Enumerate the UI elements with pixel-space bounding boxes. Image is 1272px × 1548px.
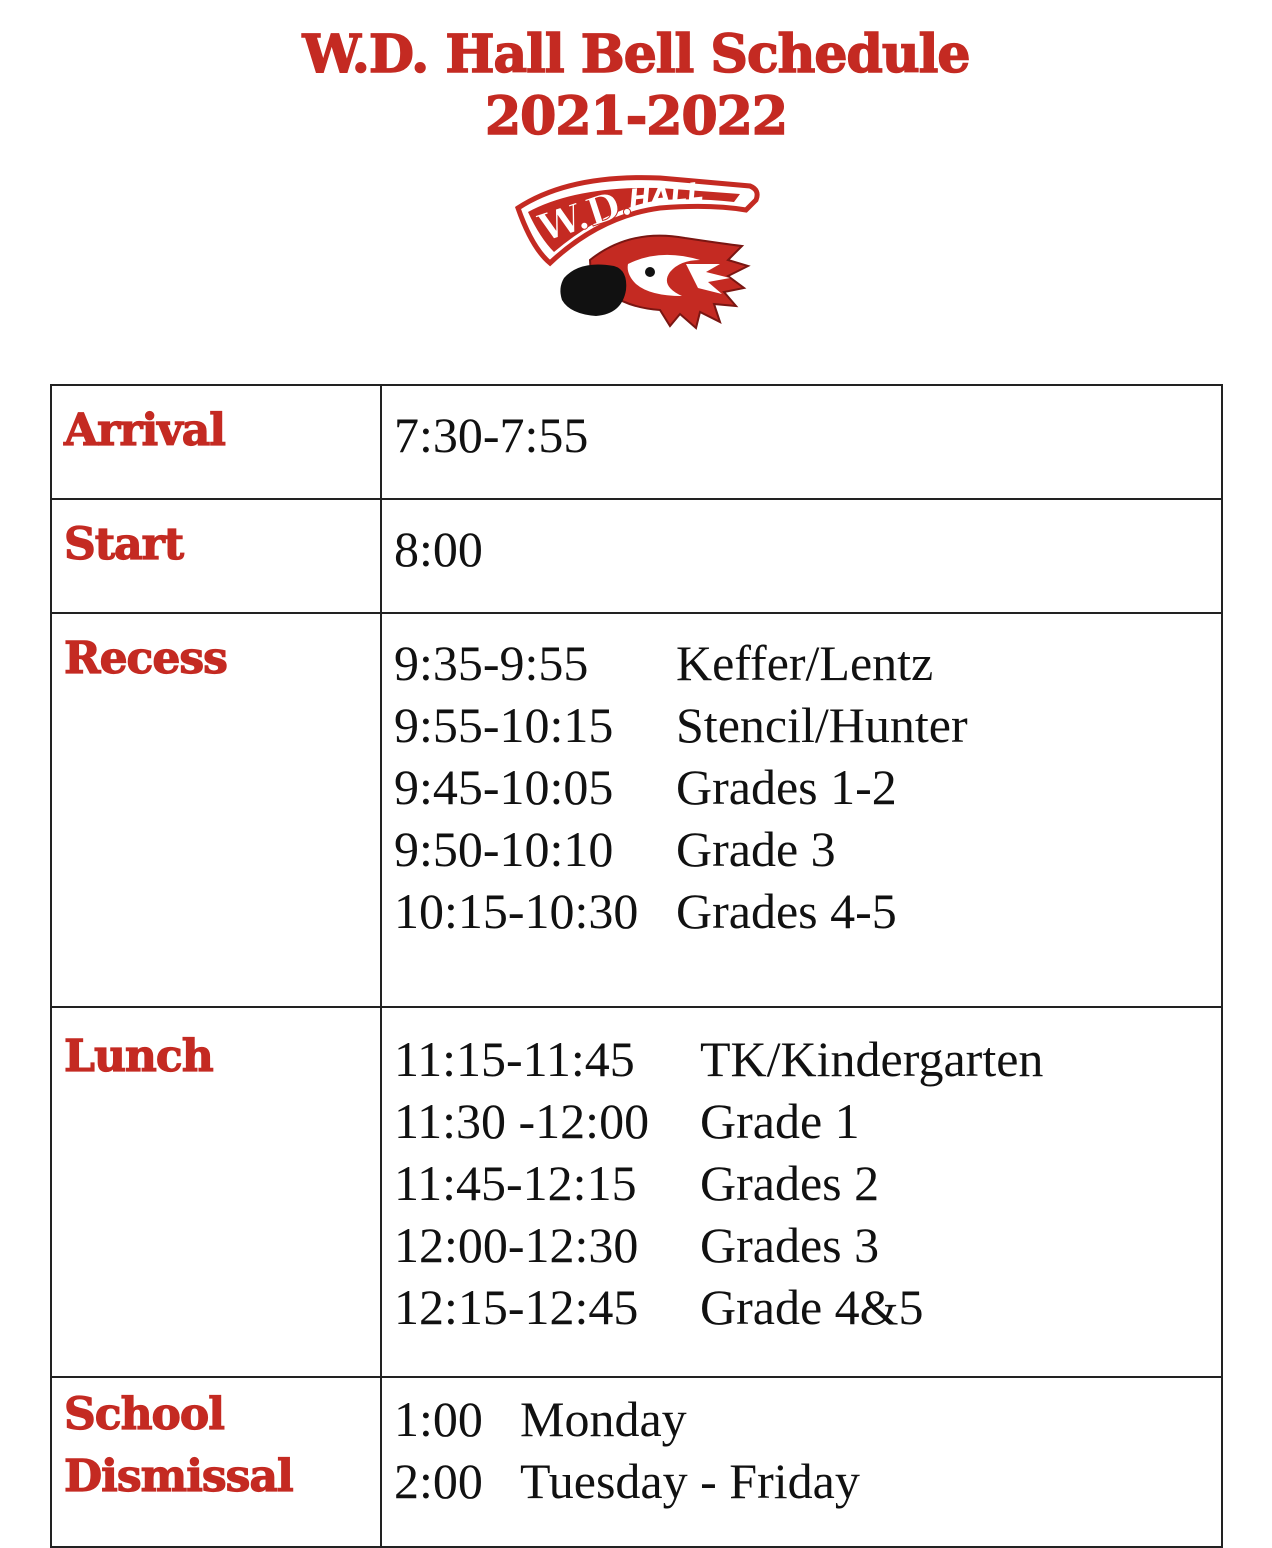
lunch-time: 11:30 -12:00: [394, 1093, 650, 1149]
lunch-value-cell: [381, 1007, 1222, 1377]
recess-group: Grade 3: [676, 821, 836, 877]
start-time: 8:00: [394, 521, 483, 577]
recess-time: 9:35-9:55: [394, 635, 589, 691]
dismissal-entry: [394, 1450, 1221, 1512]
lunch-time: 12:00-12:30: [394, 1217, 639, 1273]
bell-schedule-table: [50, 384, 1223, 1548]
arrival-value-cell: [381, 385, 1222, 499]
eagle-mascot-icon: [510, 168, 770, 338]
lunch-group: Grades 2: [700, 1155, 880, 1211]
recess-entry: [394, 694, 1221, 756]
school-logo: [510, 168, 770, 338]
dismissal-label-line1: School: [64, 1389, 224, 1440]
page-title: W.D. Hall Bell Schedule: [302, 24, 970, 85]
lunch-entry: [394, 1276, 1221, 1338]
recess-group: Keffer/Lentz: [676, 635, 934, 691]
dismissal-time: 2:00: [394, 1453, 483, 1509]
dismissal-label-line2: Dismissal: [64, 1451, 293, 1502]
start-label: Start: [64, 519, 184, 570]
lunch-entry: [394, 1214, 1221, 1276]
recess-value-cell: [381, 613, 1222, 1007]
lunch-entry: [394, 1152, 1221, 1214]
school-year: 2021-2022: [484, 86, 788, 147]
table-row: [51, 613, 1222, 1007]
recess-label: Recess: [64, 633, 227, 684]
table-row: [51, 499, 1222, 613]
lunch-entry: [394, 1090, 1221, 1152]
recess-group: Grades 1-2: [676, 759, 897, 815]
recess-entry: [394, 756, 1221, 818]
arrival-time: 7:30-7:55: [394, 407, 589, 463]
arrival-label: Arrival: [64, 405, 226, 456]
recess-entry: [394, 818, 1221, 880]
recess-time: 9:55-10:15: [394, 697, 614, 753]
arrival-label-cell: [51, 385, 381, 499]
recess-label-cell: [51, 613, 381, 1007]
lunch-label-cell: [51, 1007, 381, 1377]
table-row: [51, 1377, 1222, 1547]
dismissal-days: Monday: [520, 1391, 687, 1447]
table-row: [51, 385, 1222, 499]
recess-entry: [394, 632, 1221, 694]
dismissal-days: Tuesday - Friday: [520, 1453, 860, 1509]
lunch-entry: [394, 1028, 1221, 1090]
start-label-cell: [51, 499, 381, 613]
table-row: [51, 1007, 1222, 1377]
lunch-label: Lunch: [64, 1031, 213, 1082]
dismissal-time: 1:00: [394, 1391, 483, 1447]
svg-text:W.D.: W.D.: [532, 178, 637, 251]
lunch-time: 11:45-12:15: [394, 1155, 637, 1211]
dismissal-value-cell: [381, 1377, 1222, 1547]
recess-time: 10:15-10:30: [394, 883, 639, 939]
recess-time: 9:50-10:10: [394, 821, 614, 877]
recess-time: 9:45-10:05: [394, 759, 614, 815]
lunch-group: Grades 3: [700, 1217, 880, 1273]
lunch-group: Grade 4&5: [700, 1279, 924, 1335]
recess-group: Grades 4-5: [676, 883, 897, 939]
lunch-time: 11:15-11:45: [394, 1031, 635, 1087]
lunch-group: TK/Kindergarten: [700, 1031, 1044, 1087]
recess-entry: [394, 880, 1221, 942]
dismissal-label-cell: [51, 1377, 381, 1547]
start-value-cell: [381, 499, 1222, 613]
dismissal-entry: [394, 1388, 1221, 1450]
lunch-group: Grade 1: [700, 1093, 860, 1149]
lunch-time: 12:15-12:45: [394, 1279, 639, 1335]
recess-group: Stencil/Hunter: [676, 697, 968, 753]
svg-text:HALL: HALL: [627, 177, 706, 215]
